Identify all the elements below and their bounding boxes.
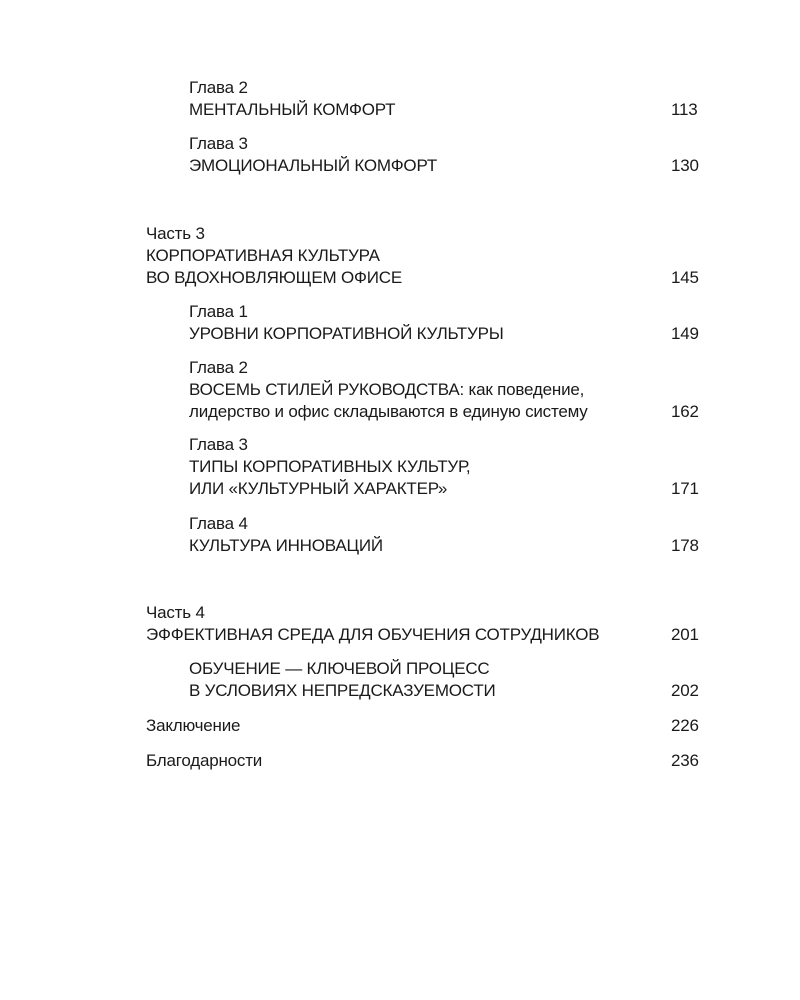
toc-part-3-chapter-3 (189, 434, 470, 500)
toc-part-3-chapter-1 (189, 301, 504, 345)
page-number: 226 (671, 716, 699, 735)
section-title: ОБУЧЕНИЕ — КЛЮЧЕВОЙ ПРОЦЕСС (189, 659, 490, 678)
page-number: 202 (671, 681, 699, 700)
toc-conclusion (146, 715, 240, 737)
chapter-label: Глава 2 (189, 358, 248, 377)
page-number: 145 (671, 268, 699, 287)
part-title: ЭФФЕКТИВНАЯ СРЕДА ДЛЯ ОБУЧЕНИЯ СОТРУДНИКОВ (146, 625, 600, 644)
page-number: 149 (671, 324, 699, 343)
page-number: 178 (671, 536, 699, 555)
chapter-title: ЭМОЦИОНАЛЬНЫЙ КОМФОРТ (189, 156, 438, 175)
part-label: Часть 4 (146, 603, 205, 622)
chapter-label: Глава 4 (189, 514, 248, 533)
toc-part-4 (146, 602, 599, 646)
chapter-label: Глава 3 (189, 134, 248, 153)
part-label: Часть 3 (146, 224, 205, 243)
toc-chapter-2 (189, 77, 395, 121)
chapter-title: ИЛИ «КУЛЬТУРНЫЙ ХАРАКТЕР» (189, 479, 448, 498)
chapter-label: Глава 3 (189, 435, 248, 454)
toc-part-4-section (189, 658, 496, 702)
page-number: 201 (671, 625, 699, 644)
chapter-title: УРОВНИ КОРПОРАТИВНОЙ КУЛЬТУРЫ (189, 324, 504, 343)
chapter-title: КУЛЬТУРА ИННОВАЦИЙ (189, 536, 383, 555)
section-title: В УСЛОВИЯХ НЕПРЕДСКАЗУЕМОСТИ (189, 681, 496, 700)
page-number: 130 (671, 156, 699, 175)
page-number: 162 (671, 402, 699, 421)
toc-part-3 (146, 223, 402, 289)
part-title: КОРПОРАТИВНАЯ КУЛЬТУРА (146, 246, 380, 265)
chapter-title: ТИПЫ КОРПОРАТИВНЫХ КУЛЬТУР, (189, 457, 471, 476)
page-number: 236 (671, 751, 699, 770)
chapter-title: МЕНТАЛЬНЫЙ КОМФОРТ (189, 100, 396, 119)
page-number: 113 (671, 100, 698, 119)
conclusion-title: Заключение (146, 716, 241, 735)
chapter-title: лидерство и офис складываются в единую систему (189, 402, 588, 421)
chapter-label: Глава 1 (189, 302, 248, 321)
toc-part-3-chapter-4 (189, 513, 383, 557)
chapter-label: Глава 2 (189, 78, 248, 97)
page-number: 171 (671, 479, 699, 498)
acknowledgements-title: Благодарности (146, 751, 263, 770)
part-title: ВО ВДОХНОВЛЯЮЩЕМ ОФИСЕ (146, 268, 402, 287)
toc-chapter-3 (189, 133, 437, 177)
toc-acknowledgements (146, 750, 262, 772)
chapter-title: ВОСЕМЬ СТИЛЕЙ РУКОВОДСТВА: как поведение, (189, 380, 585, 399)
toc-part-3-chapter-2 (189, 357, 588, 423)
